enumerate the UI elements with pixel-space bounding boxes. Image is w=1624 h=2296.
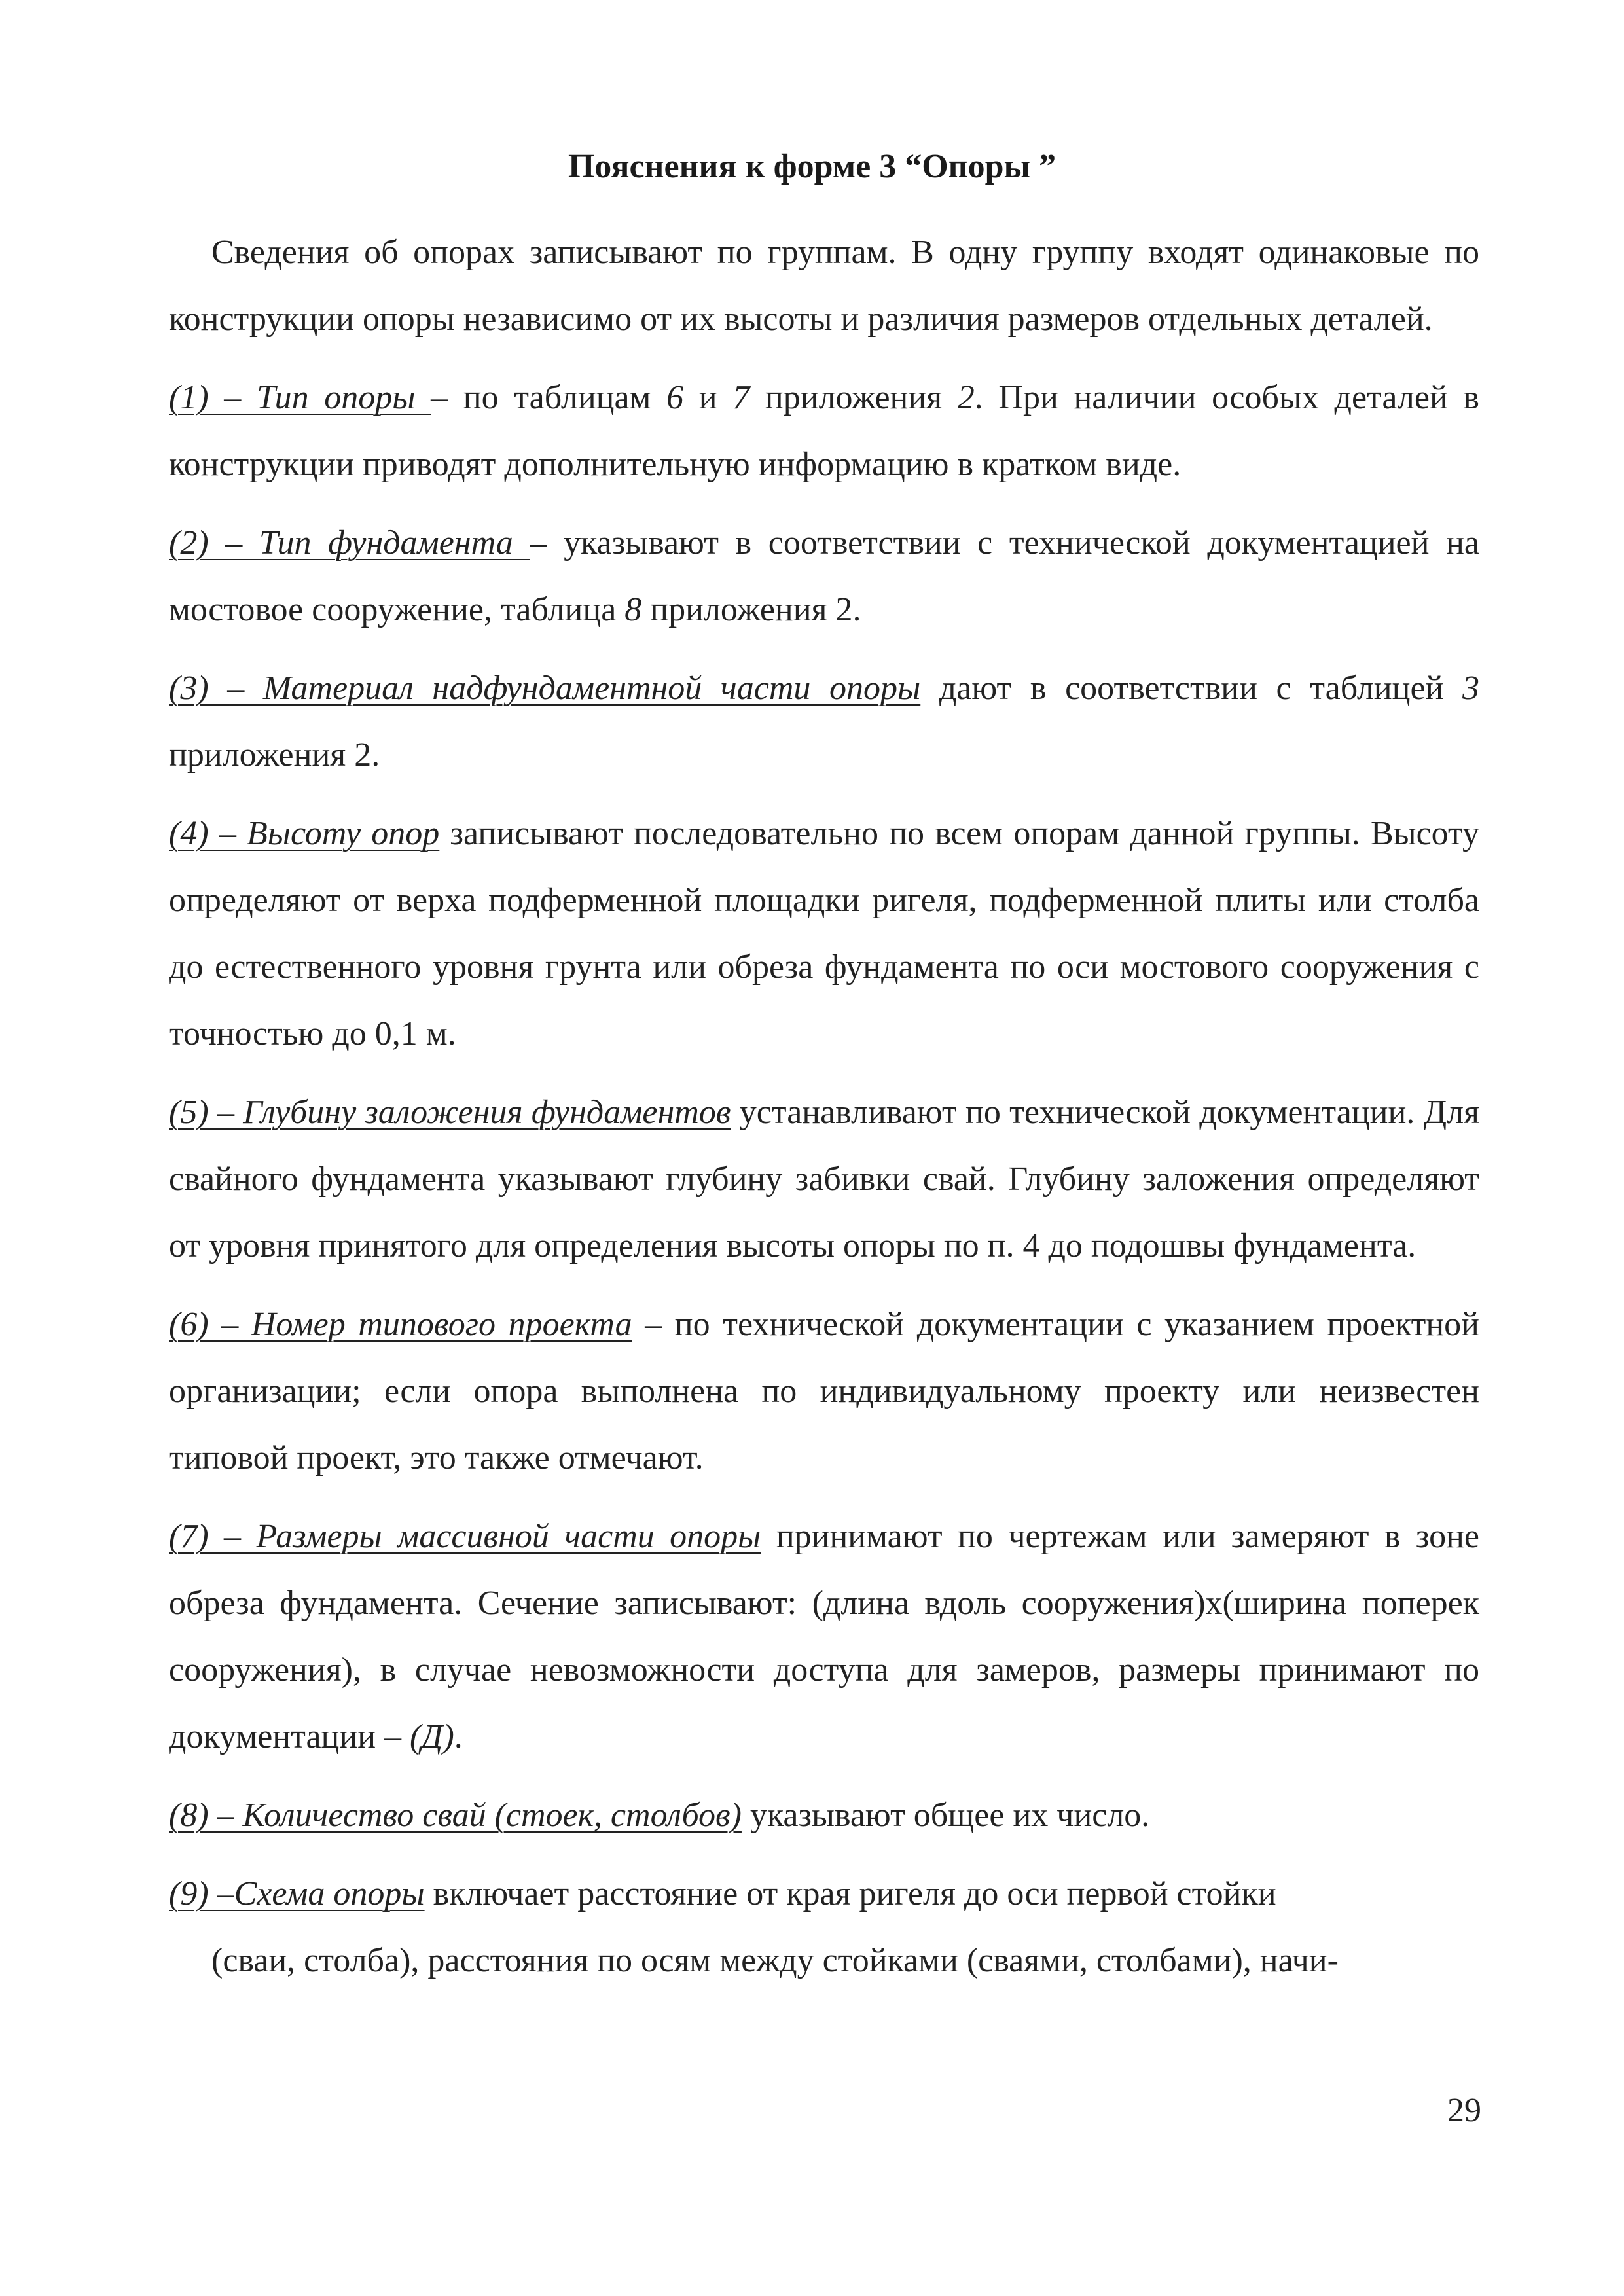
item-9 <box>169 1861 1479 1928</box>
item-3-table-ref: 3 <box>1462 670 1479 707</box>
item-2-term: (2) – Тип фундамента <box>169 524 530 562</box>
item-9-text: включает расстояние от края ригеля до оси первой стойки <box>424 1875 1276 1912</box>
item-4-text: записывают последовательно по всем опорам данной группы. Высоту определяют от верха подферменной площадки ригеля, подферменной плиты или столба до естественного уровня грунта или обреза фундамента по оси мостового сооружения с точностью до 0,1 м. <box>169 815 1480 1052</box>
item-2-text-2: приложения 2. <box>641 591 861 628</box>
item-8 <box>169 1782 1479 1849</box>
item-3-text-2: приложения 2. <box>169 736 380 774</box>
item-1-text: – по таблицам <box>431 379 667 416</box>
item-1-table-ref-b: 7 <box>732 379 750 416</box>
item-1-text-4: . При наличии особых деталей в конструкции приводят дополнительную информацию в кратком виде. <box>169 379 1479 483</box>
item-8-term: (8) – Количество свай (стоек, столбов) <box>169 1797 742 1834</box>
item-2-table-ref: 8 <box>624 591 642 628</box>
item-6-text: – по технической документации с указанием проектной организации; если опора выполнена по индивидуальному проекту или неизвестен типовой проект, это также отмечают. <box>169 1306 1479 1477</box>
item-7-term: (7) – Размеры массивной части опоры <box>169 1518 761 1555</box>
item-3-text: дают в соответствии с таблицей <box>920 670 1462 707</box>
item-3 <box>169 655 1479 789</box>
item-6-term: (6) – Номер типового проекта <box>169 1306 632 1343</box>
item-9-term: (9) –Схема опоры <box>169 1875 425 1912</box>
item-1-text-3: приложения <box>749 379 958 416</box>
document-body <box>169 219 1479 1994</box>
item-7 <box>169 1503 1479 1770</box>
item-7-doc-mark: (Д) <box>410 1718 454 1755</box>
item-4-term: (4) – Высоту опор <box>169 815 440 852</box>
intro-paragraph: Сведения об опорах записывают по группам. В одну группу входят одинаковые по конструкции опоры независимо от их высоты и различия размеров отдельных деталей. <box>169 234 1479 338</box>
item-1-term: (1) – Тип опоры <box>169 379 431 416</box>
item-3-term: (3) – Материал надфундаментной части опоры <box>169 670 921 707</box>
item-1-text-2: и <box>683 379 733 416</box>
item-9-continuation: (сваи, столба), расстояния по осям между стойками (сваями, столбами), начи- <box>211 1942 1339 1979</box>
item-5 <box>169 1079 1479 1280</box>
item-1-table-ref-a: 6 <box>666 379 684 416</box>
item-1 <box>169 365 1479 498</box>
item-5-text: устанавливают по технической документации. Для свайного фундамента указывают глубину забивки свай. Глубину заложения определяют от уровня принятого для определения высоты опоры по п. 4 до подошвы фундамента. <box>169 1094 1479 1265</box>
item-2 <box>169 510 1479 643</box>
item-7-text-2: . <box>454 1718 463 1755</box>
item-8-text: указывают общее их число. <box>741 1797 1150 1834</box>
page-title: Пояснения к форме 3 “Опоры ” <box>568 148 1056 185</box>
item-7-text: принимают по чертежам или замеряют в зоне обреза фундамента. Сечение записывают: (длина вдоль сооружения)х(ширина поперек сооружения), в случае невозможности доступа для замеров, размеры принимают по документации – <box>169 1518 1480 1755</box>
item-1-appendix-ref: 2 <box>957 379 975 416</box>
item-4 <box>169 800 1479 1067</box>
item-6 <box>169 1291 1479 1492</box>
page-number: 29 <box>1447 2092 1481 2129</box>
item-2-text: – указывают в соответствии с технической документацией на мостовое сооружение, таблица <box>169 524 1479 628</box>
item-5-term: (5) – Глубину заложения фундаментов <box>169 1094 731 1131</box>
